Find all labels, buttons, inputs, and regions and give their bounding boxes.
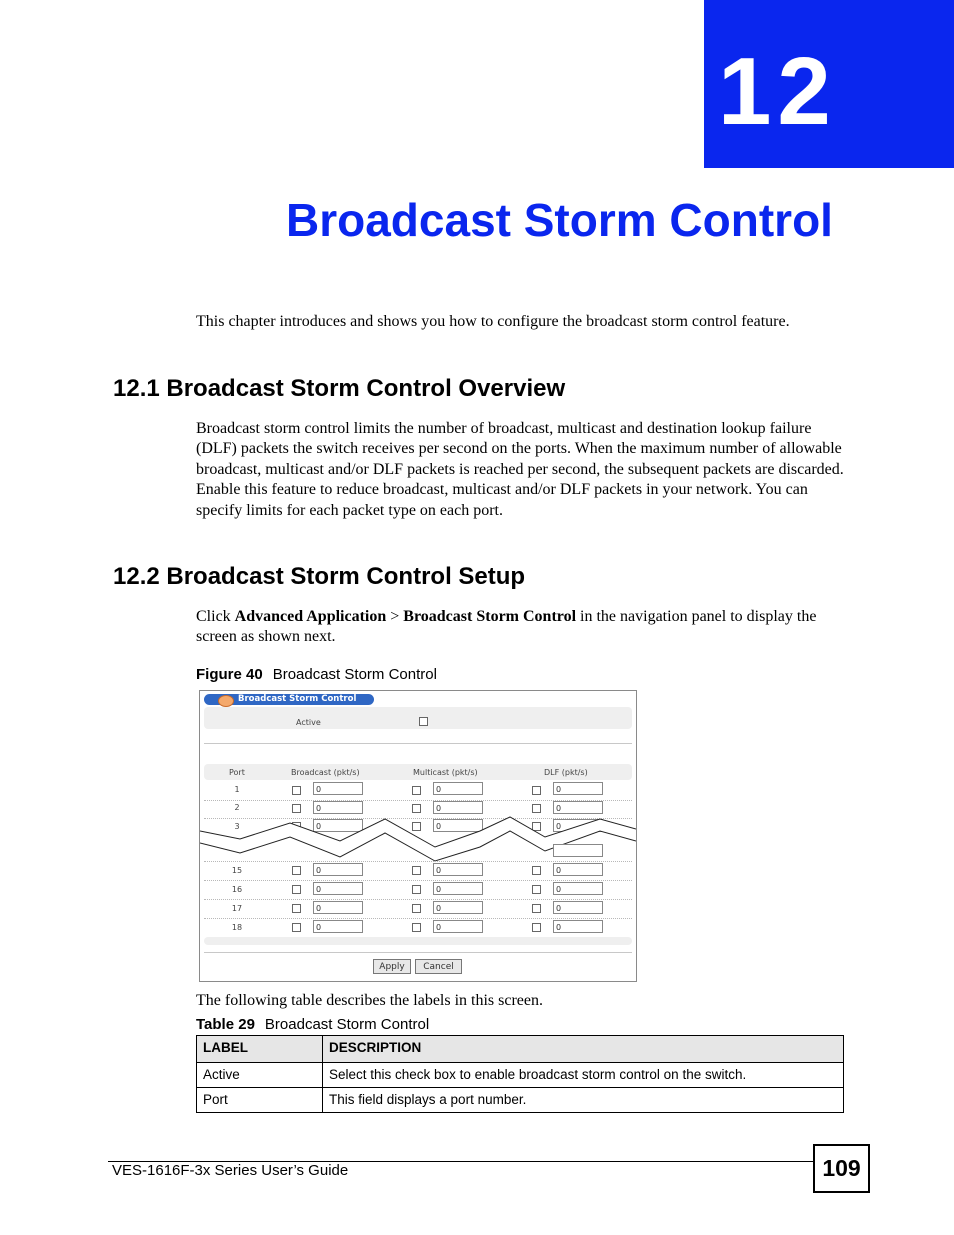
dlf-checkbox[interactable] bbox=[532, 885, 541, 894]
multicast-input[interactable]: 0 bbox=[433, 782, 483, 795]
figure-caption-label: Figure 40 bbox=[196, 666, 263, 683]
multicast-input[interactable]: 0 bbox=[433, 801, 483, 814]
setup-text-separator: > bbox=[386, 608, 404, 625]
table-caption-label: Table 29 bbox=[196, 1016, 255, 1033]
dlf-input[interactable]: 0 bbox=[553, 801, 603, 814]
setup-text-prefix: Click bbox=[196, 608, 235, 625]
screen-title: Broadcast Storm Control bbox=[238, 694, 357, 704]
header-label: LABEL bbox=[197, 1036, 323, 1063]
apply-button[interactable]: Apply bbox=[373, 959, 411, 974]
table-header-row bbox=[197, 1036, 844, 1063]
multicast-input[interactable]: 0 bbox=[433, 882, 483, 895]
column-header-port: Port bbox=[229, 768, 245, 777]
overview-paragraph: Broadcast storm control limits the number of broadcast, multicast and destination lookup failure (DLF) packets the switch receives per second on the ports. When the maximum number of allowable broadcast, multicast and/or DLF packets is reached per second, the subsequent packets are discarded. Enable this feature to reduce broadcast, multicast and/or DLF packets in your network. You can specify limits for each packet type on each port. bbox=[196, 420, 844, 519]
chapter-title: Broadcast Storm Control bbox=[286, 194, 833, 246]
broadcast-checkbox[interactable] bbox=[292, 904, 301, 913]
table-caption bbox=[196, 1016, 429, 1034]
broadcast-input[interactable]: 0 bbox=[313, 901, 363, 914]
table-row bbox=[197, 1088, 844, 1113]
multicast-input[interactable]: 0 bbox=[433, 920, 483, 933]
row-label: Port bbox=[197, 1088, 323, 1113]
chapter-number-box bbox=[704, 0, 954, 168]
broadcast-checkbox[interactable] bbox=[292, 923, 301, 932]
separator-line bbox=[204, 952, 632, 953]
dlf-input[interactable]: 0 bbox=[553, 819, 603, 832]
multicast-input[interactable]: 0 bbox=[433, 901, 483, 914]
row-description: Select this check box to enable broadcast storm control on the switch. bbox=[323, 1063, 844, 1088]
table-intro-paragraph: The following table describes the labels in this screen. bbox=[196, 992, 544, 1009]
setup-text-bold-2: Broadcast Storm Control bbox=[403, 608, 577, 625]
page-number: 109 bbox=[813, 1144, 870, 1193]
dlf-input[interactable]: 0 bbox=[553, 882, 603, 895]
port-number: 3 bbox=[234, 822, 240, 831]
multicast-checkbox[interactable] bbox=[412, 923, 421, 932]
multicast-input[interactable]: 0 bbox=[433, 863, 483, 876]
port-number: 16 bbox=[231, 885, 243, 894]
broadcast-input[interactable]: 0 bbox=[313, 882, 363, 895]
row-description: This field displays a port number. bbox=[323, 1088, 844, 1113]
broadcast-checkbox[interactable] bbox=[292, 885, 301, 894]
dlf-input[interactable]: 0 bbox=[553, 863, 603, 876]
table-row bbox=[197, 1063, 844, 1088]
setup-text-suffix: in the navigation panel to display the screen as shown next. bbox=[196, 608, 817, 646]
broadcast-input[interactable]: 0 bbox=[313, 782, 363, 795]
multicast-checkbox[interactable] bbox=[412, 866, 421, 875]
row-divider bbox=[204, 899, 632, 900]
dlf-input[interactable]: 0 bbox=[553, 901, 603, 914]
section-heading-setup: 12.2 Broadcast Storm Control Setup bbox=[113, 563, 526, 590]
row-divider bbox=[204, 861, 632, 862]
table-caption-text: Broadcast Storm Control bbox=[264, 1016, 430, 1033]
figure-caption-text: Broadcast Storm Control bbox=[272, 666, 437, 683]
cancel-button[interactable]: Cancel bbox=[415, 959, 462, 974]
broadcast-input[interactable]: 0 bbox=[313, 819, 363, 832]
row-divider bbox=[204, 880, 632, 881]
setup-paragraph bbox=[196, 607, 846, 648]
figure-screenshot bbox=[199, 690, 637, 982]
row-label: Active bbox=[197, 1063, 323, 1088]
broadcast-input[interactable]: 0 bbox=[313, 801, 363, 814]
section-heading-overview: 12.1 Broadcast Storm Control Overview bbox=[113, 375, 566, 402]
header-description: DESCRIPTION bbox=[323, 1036, 844, 1063]
dlf-input[interactable]: 0 bbox=[553, 920, 603, 933]
multicast-checkbox[interactable] bbox=[412, 885, 421, 894]
footer-guide-title: VES-1616F-3x Series User’s Guide bbox=[112, 1162, 349, 1179]
active-label: Active bbox=[296, 718, 321, 727]
port-number: 2 bbox=[234, 803, 240, 812]
dlf-checkbox[interactable] bbox=[532, 923, 541, 932]
port-number: 1 bbox=[234, 785, 240, 794]
broadcast-input[interactable]: 0 bbox=[313, 920, 363, 933]
setup-text-bold-1: Advanced Application bbox=[234, 608, 387, 625]
port-number: 15 bbox=[231, 866, 243, 875]
figure-caption bbox=[196, 666, 437, 684]
table-footer-band bbox=[204, 937, 632, 945]
row-divider bbox=[204, 918, 632, 919]
column-header-multicast: Multicast (pkt/s) bbox=[413, 768, 478, 777]
chapter-number: 12 bbox=[718, 38, 837, 145]
column-header-dlf: DLF (pkt/s) bbox=[544, 768, 588, 777]
port-number: 17 bbox=[231, 904, 243, 913]
broadcast-input[interactable]: 0 bbox=[313, 863, 363, 876]
dlf-input[interactable]: 0 bbox=[553, 782, 603, 795]
port-number: 18 bbox=[231, 923, 243, 932]
intro-paragraph: This chapter introduces and shows you how to configure the broadcast storm control feature. bbox=[196, 313, 790, 330]
broadcast-checkbox[interactable] bbox=[292, 866, 301, 875]
description-table bbox=[196, 1035, 844, 1113]
dlf-checkbox[interactable] bbox=[532, 904, 541, 913]
dlf-checkbox[interactable] bbox=[532, 866, 541, 875]
multicast-input[interactable]: 0 bbox=[433, 819, 483, 832]
column-header-broadcast: Broadcast (pkt/s) bbox=[291, 768, 360, 777]
dlf-input-partial[interactable] bbox=[553, 844, 603, 857]
multicast-checkbox[interactable] bbox=[412, 904, 421, 913]
